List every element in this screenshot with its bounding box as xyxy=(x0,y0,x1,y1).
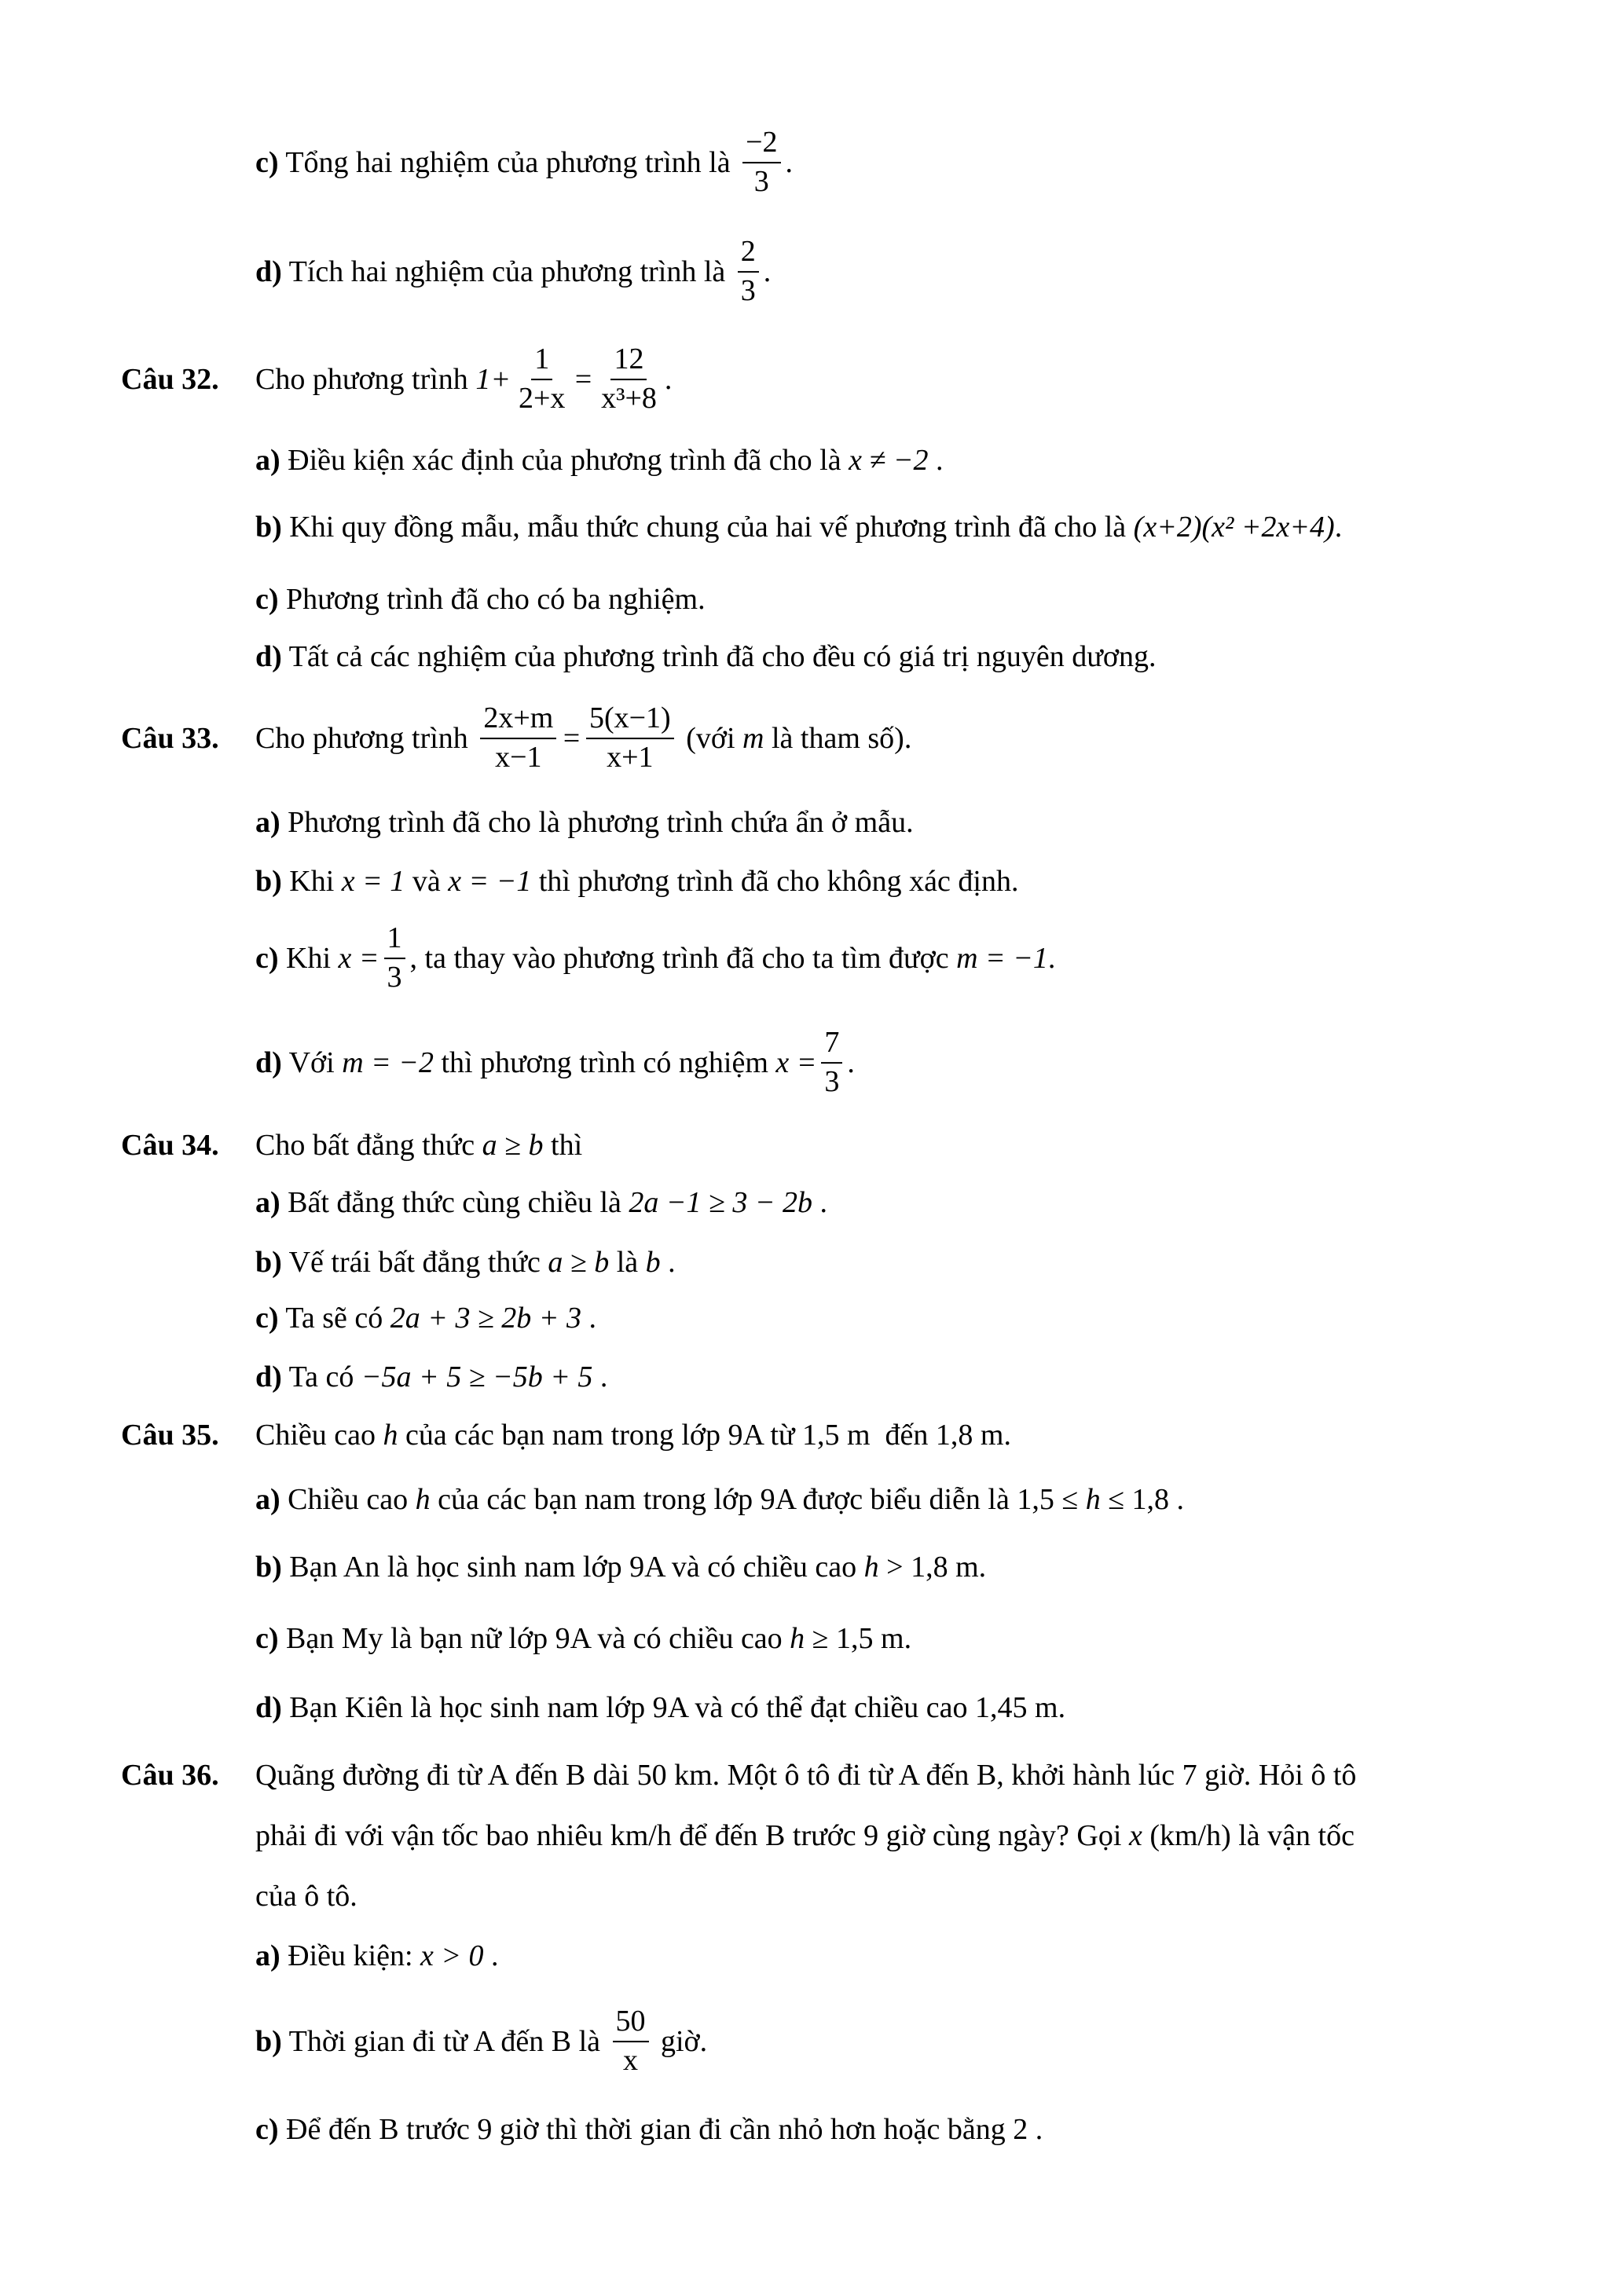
option-letter: c) xyxy=(255,2113,279,2146)
math-expression: b xyxy=(645,1246,661,1279)
text-line xyxy=(255,1245,676,1280)
text: . xyxy=(660,1246,676,1279)
text-line xyxy=(255,2112,1043,2147)
text-line xyxy=(255,127,793,198)
text: Khi xyxy=(281,865,342,898)
text-line xyxy=(255,236,771,307)
text: Điều kiện: xyxy=(280,1939,421,1972)
text: . xyxy=(928,444,944,477)
math-expression: m = −1 xyxy=(956,942,1048,975)
text: Tổng hai nghiệm của phương trình là xyxy=(278,146,739,179)
text: , ta thay vào phương trình đã cho ta tìm được xyxy=(409,942,957,975)
math-expression: h xyxy=(1085,1483,1101,1516)
text: Phương trình đã cho là phương trình chứa ẩn ở mẫu. xyxy=(280,806,914,839)
math-expression: a ≥ b xyxy=(548,1246,610,1279)
fraction xyxy=(738,236,759,307)
math-expression: 2a −1 ≥ 3 − 2b xyxy=(629,1186,813,1219)
math-expression: x > 0 xyxy=(420,1939,484,1972)
text: . xyxy=(1334,511,1343,544)
text: Điều kiện xác định của phương trình đã cho là xyxy=(280,444,849,477)
text: Chiều cao xyxy=(280,1483,416,1516)
fraction-denominator: 3 xyxy=(740,274,756,307)
text: Vế trái bất đẳng thức xyxy=(281,1246,548,1279)
text: Tất cả các nghiệm của phương trình đã cho đều có giá trị nguyên dương. xyxy=(281,640,1157,673)
text-line xyxy=(255,1482,1184,1517)
option-letter: d) xyxy=(255,640,282,673)
math-expression: = xyxy=(561,722,581,755)
fraction-denominator: x+1 xyxy=(607,741,654,774)
text-line xyxy=(255,510,1342,544)
text: Ta sẽ có xyxy=(278,1302,390,1335)
fraction-numerator: 2x+m xyxy=(480,703,556,739)
option-letter: d) xyxy=(255,1046,282,1079)
text-line xyxy=(255,1690,1065,1725)
text: ≥ 1,5 m. xyxy=(805,1622,912,1655)
fraction-denominator: x³+8 xyxy=(601,382,657,415)
option-letter: c) xyxy=(255,1622,279,1655)
text: Ta có xyxy=(281,1360,361,1393)
text: của các bạn nam trong lớp 9A từ 1,5 m đến 1,8 m. xyxy=(398,1419,1011,1452)
text-line xyxy=(255,923,1055,994)
text: Với xyxy=(281,1046,343,1079)
text: . xyxy=(483,1939,499,1972)
math-expression: m = −2 xyxy=(342,1046,434,1079)
fraction-denominator: x xyxy=(623,2044,638,2077)
text: là xyxy=(609,1246,646,1279)
text: thì phương trình đã cho không xác định. xyxy=(531,865,1019,898)
text-line xyxy=(255,1360,607,1394)
text: (km/h) là vận tốc xyxy=(1142,1819,1355,1852)
question-label: Câu 32. xyxy=(121,363,219,396)
fraction xyxy=(515,344,568,415)
text: giờ. xyxy=(653,2025,708,2058)
text: . xyxy=(785,146,794,179)
text: Tích hai nghiệm của phương trình là xyxy=(281,255,733,288)
text: . xyxy=(1047,942,1056,975)
fraction-numerator: 1 xyxy=(531,344,552,380)
text-line xyxy=(255,1818,1355,1853)
question-label: Câu 35. xyxy=(121,1419,219,1452)
text-line xyxy=(255,1879,357,1913)
text: . xyxy=(664,363,673,396)
text: Để đến B trước 9 giờ thì thời gian đi cần nhỏ hơn hoặc bằng 2 . xyxy=(278,2113,1043,2146)
fraction-denominator: 3 xyxy=(387,961,402,994)
question-stem xyxy=(121,1758,1357,1792)
math-expression: h xyxy=(383,1419,398,1452)
question-stem xyxy=(121,1418,1011,1452)
option-letter: d) xyxy=(255,1691,282,1724)
fraction-numerator: 50 xyxy=(613,2006,649,2042)
option-letter: c) xyxy=(255,583,279,616)
fraction-denominator: 3 xyxy=(824,1065,840,1098)
text: phải đi với vận tốc bao nhiêu km/h để đến B trước 9 giờ cùng ngày? Gọi xyxy=(255,1819,1129,1852)
text: thì phương trình có nghiệm xyxy=(433,1046,776,1079)
fraction xyxy=(613,2006,649,2077)
text-line xyxy=(255,639,1156,674)
math-expression: h xyxy=(790,1622,805,1655)
math-expression: x xyxy=(1128,1819,1142,1852)
fraction-numerator: 1 xyxy=(384,923,405,959)
text: Bạn An là học sinh nam lớp 9A và có chiều cao xyxy=(281,1551,864,1584)
text-line xyxy=(255,805,914,840)
option-letter: a) xyxy=(255,1186,280,1219)
fraction-numerator: −2 xyxy=(742,127,780,163)
question-stem xyxy=(121,1128,583,1163)
text: ≤ 1,8 . xyxy=(1100,1483,1185,1516)
math-expression: x ≠ −2 xyxy=(849,444,929,477)
math-expression: x = −1 xyxy=(448,865,532,898)
question-stem xyxy=(121,342,673,415)
math-expression: x = xyxy=(775,1046,817,1079)
text: Thời gian đi từ A đến B là xyxy=(281,2025,608,2058)
fraction xyxy=(742,127,780,198)
option-letter: c) xyxy=(255,942,279,975)
option-letter: c) xyxy=(255,1302,279,1335)
fraction-denominator: x−1 xyxy=(495,741,542,774)
option-letter: a) xyxy=(255,1939,280,1972)
question-label: Câu 34. xyxy=(121,1129,219,1162)
text: là tham số). xyxy=(764,722,912,755)
text: Cho phương trình xyxy=(255,363,476,396)
option-letter: b) xyxy=(255,865,282,898)
text-line xyxy=(255,1550,986,1584)
text-line xyxy=(255,443,943,478)
text: Cho bất đẳng thức xyxy=(255,1129,482,1162)
fraction-denominator: 2+x xyxy=(518,382,566,415)
text: Khi quy đồng mẫu, mẫu thức chung của hai vế phương trình đã cho là xyxy=(281,511,1134,544)
text-line xyxy=(255,1027,855,1098)
text-line xyxy=(255,1939,499,1973)
question-stem xyxy=(121,701,912,774)
text: Chiều cao xyxy=(255,1419,383,1452)
text: Bạn My là bạn nữ lớp 9A và có chiều cao xyxy=(278,1622,790,1655)
fraction xyxy=(821,1027,842,1098)
text: Khi xyxy=(278,942,339,975)
math-expression: x = xyxy=(338,942,379,975)
fraction-numerator: 2 xyxy=(738,236,759,273)
fraction xyxy=(598,344,660,415)
math-expression: = xyxy=(573,363,594,396)
math-expression: 2a + 3 ≥ 2b + 3 xyxy=(390,1302,581,1335)
text-line xyxy=(255,1301,596,1335)
math-expression: m xyxy=(742,722,764,755)
text: thì xyxy=(543,1129,583,1162)
option-letter: a) xyxy=(255,1483,280,1516)
fraction-numerator: 5(x−1) xyxy=(586,703,674,739)
text: Cho phương trình xyxy=(255,722,476,755)
option-letter: a) xyxy=(255,444,280,477)
text: . xyxy=(847,1046,855,1079)
text-line xyxy=(255,1621,911,1656)
math-expression: a ≥ b xyxy=(482,1129,544,1162)
option-letter: b) xyxy=(255,511,282,544)
fraction xyxy=(480,703,556,774)
text: . xyxy=(763,255,772,288)
math-expression: x = 1 xyxy=(341,865,405,898)
option-letter: d) xyxy=(255,1360,282,1393)
text: . xyxy=(812,1186,828,1219)
fraction xyxy=(586,703,674,774)
text: Bạn Kiên là học sinh nam lớp 9A và có thể đạt chiều cao 1,45 m. xyxy=(281,1691,1066,1724)
option-letter: b) xyxy=(255,2025,282,2058)
fraction-numerator: 7 xyxy=(821,1027,842,1064)
question-label: Câu 36. xyxy=(121,1759,219,1792)
option-letter: b) xyxy=(255,1551,282,1584)
math-expression: h xyxy=(415,1483,431,1516)
text: của ô tô. xyxy=(255,1880,357,1913)
fraction xyxy=(384,923,405,994)
text: của các bạn nam trong lớp 9A được biểu diễn là 1,5 ≤ xyxy=(430,1483,1086,1516)
text: > 1,8 m. xyxy=(878,1551,987,1584)
text-line xyxy=(255,582,706,617)
text: Bất đẳng thức cùng chiều là xyxy=(280,1186,629,1219)
text: (với xyxy=(678,722,743,755)
fraction-denominator: 3 xyxy=(753,165,769,198)
option-letter: a) xyxy=(255,806,280,839)
text-line xyxy=(255,864,1018,899)
option-letter: b) xyxy=(255,1246,282,1279)
math-expression: (x+2)(x² +2x+4) xyxy=(1133,511,1335,544)
math-expression: h xyxy=(863,1551,879,1584)
option-letter: d) xyxy=(255,255,282,288)
fraction-numerator: 12 xyxy=(610,344,647,380)
option-letter: c) xyxy=(255,146,279,179)
text: và xyxy=(405,865,449,898)
text: Quãng đường đi từ A đến B dài 50 km. Một ô tô đi từ A đến B, khởi hành lúc 7 giờ. Hỏi ô tô xyxy=(255,1759,1357,1792)
text: Phương trình đã cho có ba nghiệm. xyxy=(278,583,706,616)
text-line xyxy=(255,2006,707,2077)
text: . xyxy=(581,1302,596,1335)
question-label: Câu 33. xyxy=(121,722,219,755)
text-line xyxy=(255,1185,827,1220)
math-expression: 1+ xyxy=(475,363,511,396)
text: . xyxy=(592,1360,608,1393)
math-expression: −5a + 5 ≥ −5b + 5 xyxy=(361,1360,593,1393)
